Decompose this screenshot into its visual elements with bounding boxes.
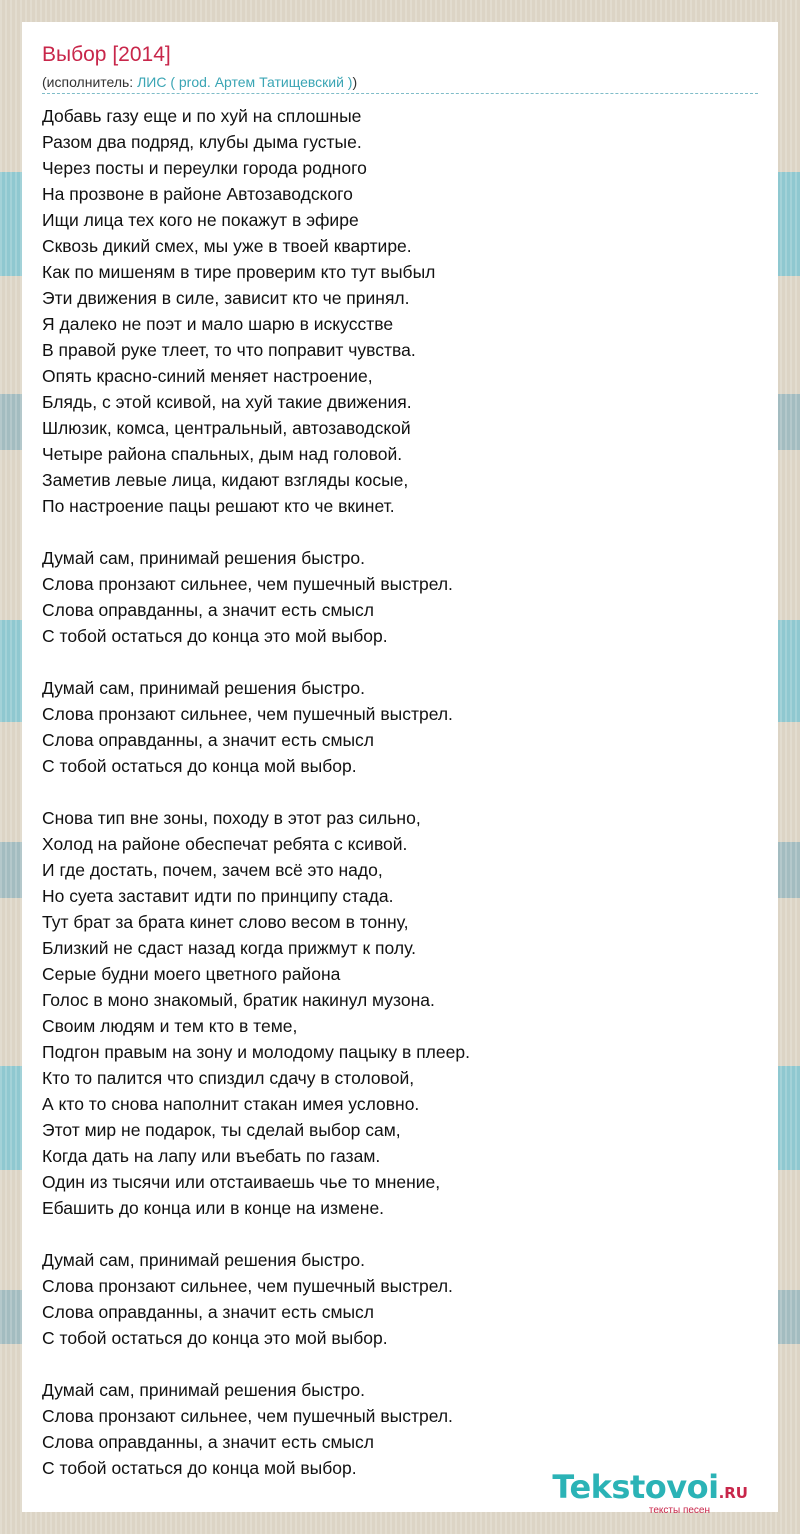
artist-suffix: ) [352,74,358,90]
lyric-line: С тобой остаться до конца это мой выбор. [42,626,388,646]
lyric-line: Блядь, с этой ксивой, на хуй такие движения. [42,392,412,412]
lyric-line: Голос в моно знакомый, братик накинул музона. [42,990,435,1010]
lyric-line: По настроение пацы решают кто че вкинет. [42,496,395,516]
logo-tld: .RU [718,1484,748,1502]
lyric-line: Слова пронзают сильнее, чем пушечный выстрел. [42,704,453,724]
stanza-break [42,649,758,675]
lyric-line: Я далеко не поэт и мало шарю в искусстве [42,314,394,334]
lyric-line: Думай сам, принимай решения быстро. [42,1380,365,1400]
stanza-break [42,1351,758,1377]
lyric-line: Думай сам, принимай решения быстро. [42,678,365,698]
lyric-line: Слова пронзают сильнее, чем пушечный выстрел. [42,1406,453,1426]
lyric-line: Снова тип вне зоны, походу в этот раз сильно, [42,808,421,828]
stanza-break [42,1221,758,1247]
lyric-line: Ищи лица тех кого не покажут в эфире [42,210,359,230]
lyric-line: Думай сам, принимай решения быстро. [42,548,365,568]
lyric-line: Своим людям и тем кто в теме, [42,1016,298,1036]
lyric-line: А кто то снова наполнит стакан имея условно. [42,1094,420,1114]
lyric-line: Опять красно-синий меняет настроение, [42,366,373,386]
lyric-line: Холод на районе обеспечат ребята с ксивой. [42,834,408,854]
lyric-line: Слова оправданны, а значит есть смысл [42,730,375,750]
lyric-line: Подгон правым на зону и молодому пацыку в плеер. [42,1042,470,1062]
artist-link[interactable]: ЛИС ( prod. Артем Татищевский ) [137,74,353,90]
lyric-line: Слова оправданны, а значит есть смысл [42,1432,375,1452]
lyric-line: Думай сам, принимай решения быстро. [42,1250,365,1270]
lyric-line: Серые будни моего цветного района [42,964,341,984]
lyric-line: Слова оправданны, а значит есть смысл [42,1302,375,1322]
lyric-line: Эти движения в силе, зависит кто че принял. [42,288,410,308]
artist-line [42,73,357,91]
site-logo[interactable] [552,1470,748,1516]
lyric-line: Один из тысячи или отстаиваешь чье то мнение, [42,1172,441,1192]
stanza-break [42,519,758,545]
lyric-line: С тобой остаться до конца мой выбор. [42,1458,357,1478]
logo-brand [552,1470,748,1510]
lyric-line: Шлюзик, комса, центральный, автозаводской [42,418,411,438]
lyric-line: С тобой остаться до конца мой выбор. [42,756,357,776]
lyric-line: Сквозь дикий смех, мы уже в твоей квартире. [42,236,412,256]
song-title: Выбор [2014] [42,43,171,66]
lyric-line: Но суета заставит идти по принципу стада. [42,886,394,906]
lyrics-text [42,103,758,1481]
lyric-line: Близкий не сдаст назад когда прижмут к полу. [42,938,416,958]
lyric-line: Слова пронзают сильнее, чем пушечный выстрел. [42,1276,453,1296]
lyric-line: Когда дать на лапу или въебать по газам. [42,1146,381,1166]
lyric-line: Четыре района спальных, дым над головой. [42,444,403,464]
artist-prefix: (исполнитель: [42,74,138,90]
lyrics-page [22,22,778,1516]
logo-brand-name: Tekstovoi [552,1468,719,1506]
lyric-line: Через посты и переулки города родного [42,158,367,178]
logo-tagline: тексты песен [648,1505,710,1516]
lyric-line: На прозвоне в районе Автозаводского [42,184,353,204]
lyric-line: И где достать, почем, зачем всё это надо, [42,860,383,880]
header-divider [42,93,758,94]
stanza-break [42,779,758,805]
lyric-line: Тут брат за брата кинет слово весом в тонну, [42,912,409,932]
lyric-line: С тобой остаться до конца это мой выбор. [42,1328,388,1348]
lyric-line: Слова пронзают сильнее, чем пушечный выстрел. [42,574,453,594]
lyric-line: Ебашить до конца или в конце на измене. [42,1198,385,1218]
lyric-line: Кто то палится что спиздил сдачу в столовой, [42,1068,415,1088]
lyric-line: Разом два подряд, клубы дыма густые. [42,132,362,152]
lyric-line: Слова оправданны, а значит есть смысл [42,600,375,620]
lyric-line: Заметив левые лица, кидают взгляды косые, [42,470,409,490]
lyric-line: Этот мир не подарок, ты сделай выбор сам, [42,1120,401,1140]
lyric-line: В правой руке тлеет, то что поправит чувства. [42,340,416,360]
lyric-line: Как по мишеням в тире проверим кто тут выбыл [42,262,436,282]
lyric-line: Добавь газу еще и по хуй на сплошные [42,106,362,126]
